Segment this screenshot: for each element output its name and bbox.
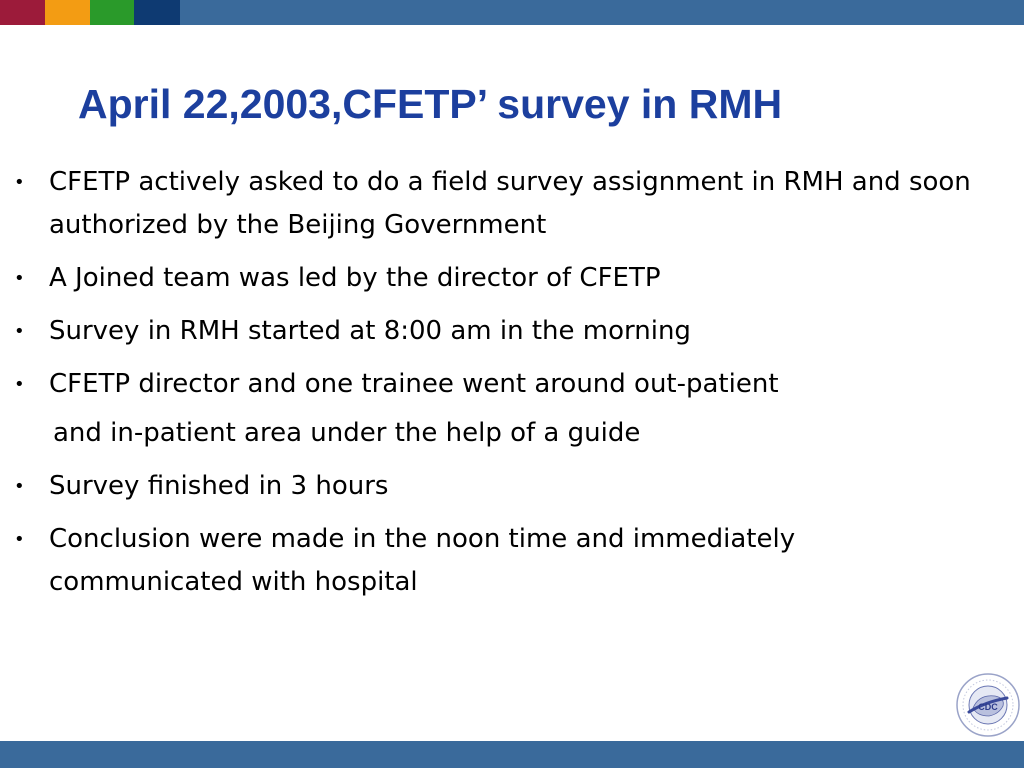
bullet-item (14, 465, 994, 508)
bullet-dot-icon: • (14, 374, 25, 395)
swatch-orange (45, 0, 90, 25)
swatch-green (90, 0, 134, 25)
bullet-text: Survey finished in 3 hours (49, 471, 389, 501)
logo-text: CDC (978, 702, 998, 712)
bullet-dot-icon: • (14, 321, 25, 342)
bullet-text: A Joined team was led by the director of CFETP (49, 263, 661, 293)
bullet-item (14, 161, 994, 247)
bullet-dot-icon: • (14, 268, 25, 289)
bullet-text: Conclusion were made in the noon time and immediately communicated with hospital (49, 524, 796, 597)
bottom-color-bar (0, 741, 1024, 768)
bullet-text: and in-patient area under the help of a guide (53, 418, 641, 448)
bullet-item (14, 310, 994, 353)
bullet-text: CFETP director and one trainee went around out-patient (49, 369, 779, 399)
bullet-text: Survey in RMH started at 8:00 am in the morning (49, 316, 691, 346)
cdc-emblem-icon (955, 672, 1021, 738)
bullet-list (14, 161, 994, 614)
bullet-item (14, 363, 994, 406)
bullet-dot-icon: • (14, 172, 25, 193)
slide-title: April 22,2003,CFETP’ survey in RMH (78, 81, 783, 127)
swatch-navy (134, 0, 180, 25)
bullet-continuation (14, 412, 994, 455)
bullet-item (14, 518, 994, 604)
top-bar-fill (180, 0, 1024, 25)
bullet-text: CFETP actively asked to do a field survey assignment in RMH and soon authorized by the Beijing Government (49, 167, 971, 240)
top-color-bar (0, 0, 1024, 25)
bullet-dot-icon: • (14, 529, 25, 550)
bullet-item (14, 257, 994, 300)
bullet-dot-icon: • (14, 476, 25, 497)
swatch-red (0, 0, 45, 25)
